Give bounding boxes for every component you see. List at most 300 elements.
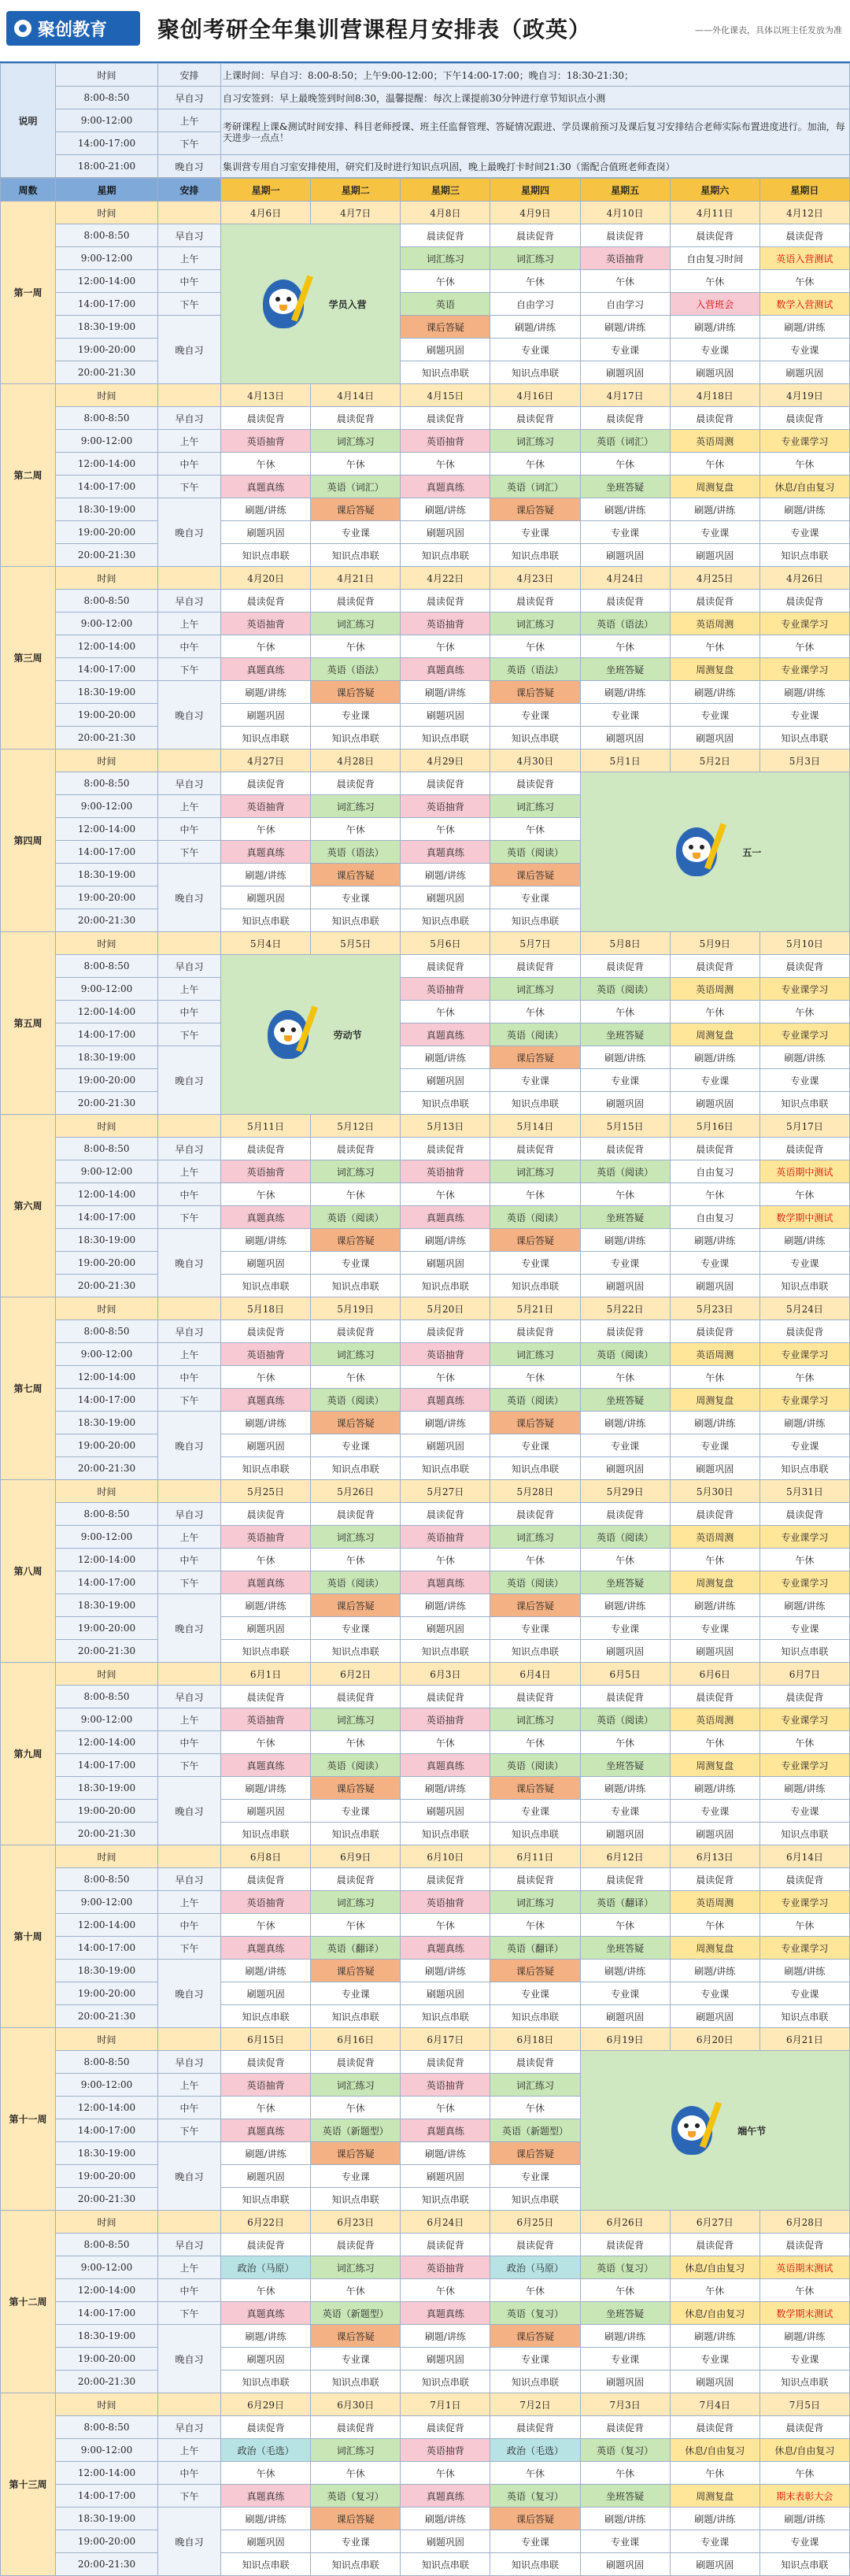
activity-cell: 英语（复习） <box>490 2302 580 2325</box>
slot-time: 14:00-17:00 <box>56 1206 158 1229</box>
page-header <box>0 0 850 63</box>
activity-cell: 英语抽背 <box>221 1526 311 1549</box>
slot-time: 14:00-17:00 <box>56 293 158 316</box>
activity-cell: 刷题巩固 <box>670 727 759 749</box>
slot-time: 12:00-14:00 <box>56 1366 158 1389</box>
col-header: 星期三 <box>401 179 490 202</box>
activity-cell: 英语（阅读） <box>580 1708 670 1731</box>
activity-cell: 晨读促背 <box>670 1686 759 1708</box>
date-cell: 7月3日 <box>580 2393 670 2416</box>
activity-cell: 午休 <box>311 453 401 476</box>
date-cell: 5月21日 <box>490 1297 580 1320</box>
activity-cell: 午休 <box>311 635 401 658</box>
activity-cell: 知识点串联 <box>759 544 849 567</box>
activity-cell: 刷题/讲练 <box>401 1046 490 1069</box>
column-header-row <box>1 179 850 202</box>
activity-cell: 刷题巩固 <box>221 886 311 909</box>
slot-time: 18:30-19:00 <box>56 2508 158 2530</box>
slot-time: 19:00-20:00 <box>56 1800 158 1823</box>
activity-cell: 专业课 <box>670 2348 759 2371</box>
activity-cell: 知识点串联 <box>221 909 311 932</box>
date-cell: 4月13日 <box>221 384 311 407</box>
slot-time: 20:00-21:30 <box>56 2371 158 2393</box>
schedule-row <box>1 339 850 361</box>
activity-cell: 英语（阅读） <box>490 841 580 864</box>
activity-cell: 晨读促背 <box>221 1503 311 1526</box>
activity-cell: 知识点串联 <box>401 1275 490 1297</box>
slot-time: 9:00-12:00 <box>56 2074 158 2097</box>
slot-time: 18:30-19:00 <box>56 681 158 704</box>
activity-cell: 刷题/讲练 <box>401 1960 490 1982</box>
slot-time: 时间 <box>56 749 158 772</box>
activity-cell: 刷题巩固 <box>759 361 849 384</box>
activity-cell: 刷题巩固 <box>401 2348 490 2371</box>
mascot-icon <box>668 820 723 884</box>
activity-cell: 刷题/讲练 <box>759 1046 849 1069</box>
activity-cell: 午休 <box>759 1731 849 1754</box>
slot-time: 8:00-8:50 <box>56 224 158 247</box>
date-cell: 5月9日 <box>670 932 759 955</box>
intro-type: 上午 <box>158 109 221 132</box>
slot-type: 中午 <box>158 2462 221 2485</box>
activity-cell: 知识点串联 <box>401 1457 490 1480</box>
activity-cell: 知识点串联 <box>221 2188 311 2211</box>
activity-cell: 晨读促背 <box>759 955 849 978</box>
slot-type <box>158 567 221 590</box>
activity-cell: 晨读促背 <box>401 1868 490 1891</box>
activity-cell: 休息/自由复习 <box>670 2439 759 2462</box>
activity-cell: 英语抽背 <box>221 1891 311 1914</box>
intro-time: 18:00-21:00 <box>56 155 158 178</box>
activity-cell: 自由复习时间 <box>670 247 759 270</box>
activity-cell: 英语抽背 <box>401 2256 490 2279</box>
activity-cell: 午休 <box>670 453 759 476</box>
slot-time: 14:00-17:00 <box>56 2302 158 2325</box>
slot-type: 上午 <box>158 978 221 1001</box>
slot-time: 20:00-21:30 <box>56 361 158 384</box>
activity-cell: 英语期末测试 <box>759 2256 849 2279</box>
activity-cell: 数学期中测试 <box>759 1206 849 1229</box>
slot-time: 20:00-21:30 <box>56 2005 158 2028</box>
activity-cell: 午休 <box>580 2279 670 2302</box>
activity-cell: 知识点串联 <box>311 1640 401 1663</box>
activity-cell: 刷题/讲练 <box>401 2508 490 2530</box>
date-cell: 4月23日 <box>490 567 580 590</box>
activity-cell: 词汇练习 <box>490 795 580 818</box>
holiday-block <box>580 2051 849 2211</box>
activity-cell: 专业课学习 <box>759 1708 849 1731</box>
activity-cell: 刷题巩固 <box>670 1275 759 1297</box>
activity-cell: 刷题巩固 <box>401 886 490 909</box>
slot-type <box>158 2028 221 2051</box>
activity-cell: 坐班答疑 <box>580 2302 670 2325</box>
slot-type <box>158 384 221 407</box>
slot-type <box>158 2211 221 2234</box>
activity-cell: 午休 <box>580 1001 670 1023</box>
activity-cell: 专业课 <box>670 521 759 544</box>
activity-cell: 英语抽背 <box>401 795 490 818</box>
slot-time: 9:00-12:00 <box>56 247 158 270</box>
date-cell: 6月20日 <box>670 2028 759 2051</box>
activity-cell: 刷题巩固 <box>670 544 759 567</box>
activity-cell: 午休 <box>401 1366 490 1389</box>
schedule-row <box>1 1686 850 1708</box>
activity-cell: 午休 <box>311 818 401 841</box>
week-label: 第五周 <box>1 932 56 1115</box>
schedule-row <box>1 978 850 1001</box>
activity-cell: 午休 <box>401 2097 490 2119</box>
activity-cell: 知识点串联 <box>221 544 311 567</box>
schedule-row <box>1 2256 850 2279</box>
date-cell: 5月17日 <box>759 1115 849 1138</box>
activity-cell: 英语抽背 <box>401 2074 490 2097</box>
activity-cell: 知识点串联 <box>759 2371 849 2393</box>
activity-cell: 午休 <box>401 818 490 841</box>
activity-cell: 午休 <box>401 1001 490 1023</box>
slot-type: 晚自习 <box>158 1229 221 1297</box>
slot-time: 9:00-12:00 <box>56 1343 158 1366</box>
activity-cell: 课后答疑 <box>311 498 401 521</box>
activity-cell: 午休 <box>490 1366 580 1389</box>
activity-cell: 刷题/讲练 <box>221 1229 311 1252</box>
slot-type: 早自习 <box>158 1138 221 1160</box>
activity-cell: 刷题/讲练 <box>580 2325 670 2348</box>
activity-cell: 晨读促背 <box>311 2416 401 2439</box>
activity-cell: 英语（阅读） <box>580 1526 670 1549</box>
activity-cell: 刷题巩固 <box>580 544 670 567</box>
schedule-row <box>1 2279 850 2302</box>
activity-cell: 周测复盘 <box>670 1571 759 1594</box>
activity-cell: 入营班会 <box>670 293 759 316</box>
slot-time: 8:00-8:50 <box>56 2051 158 2074</box>
activity-cell: 刷题/讲练 <box>759 498 849 521</box>
activity-cell: 晨读促背 <box>759 1503 849 1526</box>
activity-cell: 刷题/讲练 <box>670 1594 759 1617</box>
activity-cell: 晨读促背 <box>580 1503 670 1526</box>
activity-cell: 专业课 <box>580 2348 670 2371</box>
activity-cell: 晨读促背 <box>311 1320 401 1343</box>
schedule-row <box>1 1092 850 1115</box>
activity-cell: 知识点串联 <box>759 2005 849 2028</box>
slot-type: 晚自习 <box>158 1777 221 1845</box>
schedule-row <box>1 1960 850 1982</box>
activity-cell: 英语（复习） <box>580 2256 670 2279</box>
intro-time: 时间 <box>56 64 158 87</box>
activity-cell: 课后答疑 <box>311 1777 401 1800</box>
activity-cell: 刷题/讲练 <box>759 1960 849 1982</box>
slot-type: 早自习 <box>158 407 221 430</box>
activity-cell: 午休 <box>401 2462 490 2485</box>
slot-type: 下午 <box>158 2119 221 2142</box>
activity-cell: 晨读促背 <box>759 2416 849 2439</box>
activity-cell: 刷题/讲练 <box>670 1229 759 1252</box>
slot-type: 上午 <box>158 613 221 635</box>
activity-cell: 刷题巩固 <box>401 2530 490 2553</box>
date-cell: 6月19日 <box>580 2028 670 2051</box>
schedule-row <box>1 1046 850 1069</box>
activity-cell: 知识点串联 <box>221 1823 311 1845</box>
activity-cell: 真题真练 <box>221 1206 311 1229</box>
slot-time: 9:00-12:00 <box>56 2256 158 2279</box>
activity-cell: 晨读促背 <box>490 2051 580 2074</box>
activity-cell: 晨读促背 <box>580 1320 670 1343</box>
activity-cell: 午休 <box>401 453 490 476</box>
activity-cell: 晨读促背 <box>401 2416 490 2439</box>
activity-cell: 词汇练习 <box>311 1526 401 1549</box>
activity-cell: 专业课 <box>670 704 759 727</box>
activity-cell: 专业课 <box>759 2530 849 2553</box>
activity-cell: 晨读促背 <box>580 1868 670 1891</box>
holiday-block <box>221 955 401 1115</box>
activity-cell: 知识点串联 <box>490 2371 580 2393</box>
date-cell: 6月29日 <box>221 2393 311 2416</box>
slot-time: 14:00-17:00 <box>56 2485 158 2508</box>
schedule-row <box>1 316 850 339</box>
activity-cell: 专业课 <box>311 704 401 727</box>
date-cell: 4月24日 <box>580 567 670 590</box>
slot-type <box>158 1663 221 1686</box>
slot-time: 19:00-20:00 <box>56 704 158 727</box>
slot-time: 8:00-8:50 <box>56 1868 158 1891</box>
activity-cell: 晨读促背 <box>311 1686 401 1708</box>
slot-time: 19:00-20:00 <box>56 2348 158 2371</box>
activity-cell: 刷题巩固 <box>221 2348 311 2371</box>
activity-cell: 晨读促背 <box>580 2234 670 2256</box>
activity-cell: 课后答疑 <box>490 1960 580 1982</box>
activity-cell: 知识点串联 <box>401 1640 490 1663</box>
activity-cell: 晨读促背 <box>580 1138 670 1160</box>
activity-cell: 刷题/讲练 <box>490 316 580 339</box>
week-label: 第一周 <box>1 202 56 384</box>
activity-cell: 专业课 <box>490 1069 580 1092</box>
schedule-row <box>1 704 850 727</box>
activity-cell: 坐班答疑 <box>580 1389 670 1412</box>
schedule-row <box>1 2530 850 2553</box>
activity-cell: 刷题/讲练 <box>670 2325 759 2348</box>
date-cell: 6月15日 <box>221 2028 311 2051</box>
schedule-row <box>1 476 850 498</box>
slot-type: 上午 <box>158 247 221 270</box>
activity-cell: 周测复盘 <box>670 1754 759 1777</box>
activity-cell: 晨读促背 <box>311 2234 401 2256</box>
slot-time: 9:00-12:00 <box>56 1708 158 1731</box>
slot-type: 晚自习 <box>158 316 221 384</box>
date-cell: 6月14日 <box>759 1845 849 1868</box>
schedule-row <box>1 1160 850 1183</box>
slot-type: 早自习 <box>158 1686 221 1708</box>
activity-cell: 刷题/讲练 <box>401 2142 490 2165</box>
activity-cell: 英语（新题型） <box>490 2119 580 2142</box>
date-cell: 4月25日 <box>670 567 759 590</box>
date-cell: 5月10日 <box>759 932 849 955</box>
slot-time: 19:00-20:00 <box>56 1252 158 1275</box>
activity-cell: 刷题巩固 <box>580 1092 670 1115</box>
activity-cell: 英语期中测试 <box>759 1160 849 1183</box>
date-cell: 6月27日 <box>670 2211 759 2234</box>
activity-cell: 英语（阅读） <box>580 1343 670 1366</box>
slot-time: 12:00-14:00 <box>56 1731 158 1754</box>
activity-cell: 坐班答疑 <box>580 1023 670 1046</box>
slot-type: 中午 <box>158 1183 221 1206</box>
slot-type: 中午 <box>158 1731 221 1754</box>
activity-cell: 英语（阅读） <box>311 1754 401 1777</box>
schedule-row <box>1 521 850 544</box>
activity-cell: 英语抽背 <box>221 2074 311 2097</box>
activity-cell: 刷题巩固 <box>670 361 759 384</box>
date-cell: 6月7日 <box>759 1663 849 1686</box>
activity-cell: 真题真练 <box>401 1571 490 1594</box>
intro-line: 考研课程上课&测试时间安排、科目老师授课、班主任监督管理、答疑情况跟进、学员课前预习及课后复习安排结合老师实际布置进度进行。加油，每天进步一点点！ <box>221 109 850 155</box>
activity-cell: 专业课 <box>759 1617 849 1640</box>
slot-time: 12:00-14:00 <box>56 1914 158 1937</box>
date-cell: 5月6日 <box>401 932 490 955</box>
mascot-icon <box>255 272 310 336</box>
activity-cell: 英语（阅读） <box>580 978 670 1001</box>
activity-cell: 刷题巩固 <box>401 1800 490 1823</box>
slot-type: 上午 <box>158 2256 221 2279</box>
schedule-row <box>1 727 850 749</box>
activity-cell: 晨读促背 <box>670 1868 759 1891</box>
date-cell: 6月30日 <box>311 2393 401 2416</box>
slot-time: 14:00-17:00 <box>56 1023 158 1046</box>
activity-cell: 专业课 <box>490 2165 580 2188</box>
activity-cell: 词汇练习 <box>311 2256 401 2279</box>
activity-cell: 英语抽背 <box>221 430 311 453</box>
slot-time: 时间 <box>56 1845 158 1868</box>
activity-cell: 英语抽背 <box>580 247 670 270</box>
slot-time: 时间 <box>56 202 158 224</box>
schedule-row <box>1 2485 850 2508</box>
activity-cell: 知识点串联 <box>490 2188 580 2211</box>
date-cell: 4月28日 <box>311 749 401 772</box>
slot-time: 20:00-21:30 <box>56 1823 158 1845</box>
activity-cell: 英语抽背 <box>401 613 490 635</box>
slot-time: 19:00-20:00 <box>56 1434 158 1457</box>
activity-cell: 午休 <box>311 2462 401 2485</box>
activity-cell: 专业课 <box>759 339 849 361</box>
slot-type <box>158 1297 221 1320</box>
activity-cell: 专业课 <box>580 1252 670 1275</box>
slot-time: 18:30-19:00 <box>56 498 158 521</box>
activity-cell: 知识点串联 <box>401 1823 490 1845</box>
activity-cell: 知识点串联 <box>401 1092 490 1115</box>
schedule-row <box>1 544 850 567</box>
activity-cell: 专业课 <box>311 521 401 544</box>
activity-cell: 午休 <box>580 1731 670 1754</box>
slot-type <box>158 202 221 224</box>
activity-cell: 英语周测 <box>670 1891 759 1914</box>
slot-time: 19:00-20:00 <box>56 1069 158 1092</box>
slot-type: 中午 <box>158 2279 221 2302</box>
activity-cell: 刷题巩固 <box>401 521 490 544</box>
intro-time: 14:00-17:00 <box>56 132 158 155</box>
activity-cell: 专业课 <box>490 2530 580 2553</box>
activity-cell: 刷题/讲练 <box>759 1229 849 1252</box>
activity-cell: 午休 <box>759 1183 849 1206</box>
date-cell: 6月18日 <box>490 2028 580 2051</box>
slot-type: 下午 <box>158 841 221 864</box>
activity-cell: 课后答疑 <box>311 864 401 886</box>
activity-cell: 英语抽背 <box>401 1343 490 1366</box>
activity-cell: 刷题/讲练 <box>221 1594 311 1617</box>
activity-cell: 午休 <box>759 635 849 658</box>
activity-cell: 专业课学习 <box>759 1937 849 1960</box>
activity-cell: 词汇练习 <box>490 978 580 1001</box>
activity-cell: 晨读促背 <box>401 955 490 978</box>
slot-type <box>158 1115 221 1138</box>
activity-cell: 英语抽背 <box>401 978 490 1001</box>
slot-type: 下午 <box>158 1571 221 1594</box>
slot-time: 20:00-21:30 <box>56 1275 158 1297</box>
activity-cell: 晨读促背 <box>490 955 580 978</box>
activity-cell: 英语（复习） <box>490 2485 580 2508</box>
holiday-block <box>221 224 401 384</box>
activity-cell: 刷题巩固 <box>670 2553 759 2576</box>
schedule-row <box>1 1343 850 1366</box>
activity-cell: 课后答疑 <box>311 2325 401 2348</box>
date-cell: 7月2日 <box>490 2393 580 2416</box>
activity-cell: 晨读促背 <box>670 2234 759 2256</box>
activity-cell: 坐班答疑 <box>580 1206 670 1229</box>
date-cell: 5月5日 <box>311 932 401 955</box>
activity-cell: 刷题/讲练 <box>580 2508 670 2530</box>
slot-time: 20:00-21:30 <box>56 1092 158 1115</box>
slot-time: 18:30-19:00 <box>56 1229 158 1252</box>
activity-cell: 晨读促背 <box>311 1868 401 1891</box>
slot-time: 8:00-8:50 <box>56 590 158 613</box>
activity-cell: 午休 <box>221 1366 311 1389</box>
activity-cell: 知识点串联 <box>490 727 580 749</box>
activity-cell: 刷题巩固 <box>221 1252 311 1275</box>
activity-cell: 坐班答疑 <box>580 1754 670 1777</box>
slot-time: 12:00-14:00 <box>56 2462 158 2485</box>
schedule-row <box>1 1982 850 2005</box>
intro-line: 自习安签到：早上最晚签到时间8:30，温馨提醒：每次上课提前30分钟进行章节知识点小测 <box>221 87 850 109</box>
intro-type: 下午 <box>158 132 221 155</box>
activity-cell: 刷题/讲练 <box>221 1777 311 1800</box>
slot-time: 时间 <box>56 2393 158 2416</box>
slot-time: 14:00-17:00 <box>56 1389 158 1412</box>
activity-cell: 专业课 <box>670 1434 759 1457</box>
activity-cell: 专业课 <box>311 1800 401 1823</box>
intro-line: 集训营专用自习室安排使用，研究们及时进行知识点巩固，晚上最晚打卡时间21:30（需配合值班老师查岗） <box>221 155 850 178</box>
activity-cell: 晨读促背 <box>311 2051 401 2074</box>
activity-cell: 晨读促背 <box>221 407 311 430</box>
activity-cell: 专业课 <box>759 2348 849 2371</box>
activity-cell: 刷题/讲练 <box>759 681 849 704</box>
slot-type: 上午 <box>158 1160 221 1183</box>
slot-type <box>158 2393 221 2416</box>
activity-cell: 晨读促背 <box>670 1138 759 1160</box>
schedule-row <box>1 1001 850 1023</box>
schedule-row <box>1 590 850 613</box>
slot-type: 中午 <box>158 1001 221 1023</box>
activity-cell: 刷题/讲练 <box>670 1412 759 1434</box>
activity-cell: 午休 <box>759 2462 849 2485</box>
slot-type: 上午 <box>158 1891 221 1914</box>
activity-cell: 晨读促背 <box>401 590 490 613</box>
activity-cell: 真题真练 <box>401 2119 490 2142</box>
activity-cell: 刷题巩固 <box>670 2005 759 2028</box>
activity-cell: 专业课 <box>759 1982 849 2005</box>
activity-cell: 英语（词汇） <box>311 476 401 498</box>
activity-cell: 刷题/讲练 <box>221 2142 311 2165</box>
col-header: 星期六 <box>670 179 759 202</box>
activity-cell: 专业课 <box>490 704 580 727</box>
activity-cell: 真题真练 <box>221 2485 311 2508</box>
activity-cell: 午休 <box>670 1549 759 1571</box>
activity-cell: 词汇练习 <box>311 2439 401 2462</box>
